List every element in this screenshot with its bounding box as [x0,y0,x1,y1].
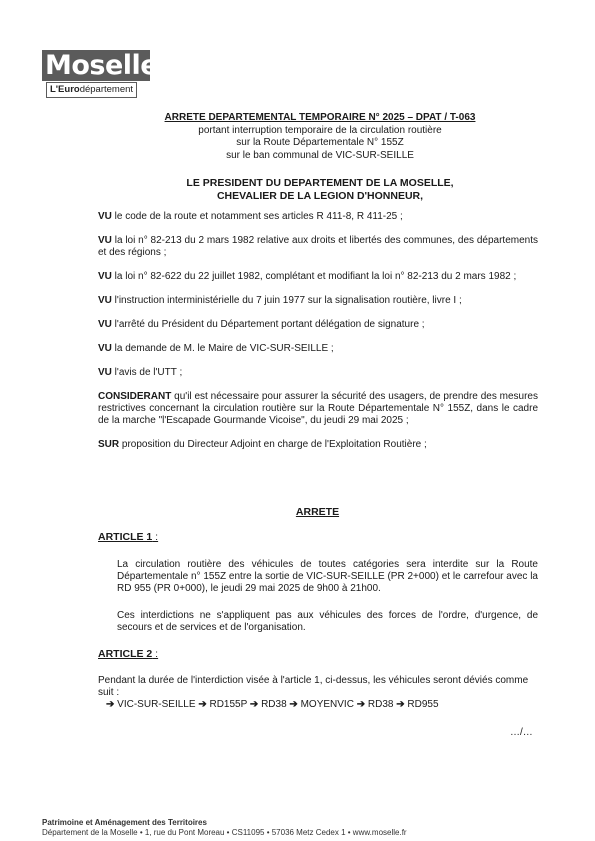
president-heading [100,177,540,202]
route-step: RD155P [209,699,248,710]
logo-wordmark: Moselle [42,50,150,81]
consideration-text: proposition du Directeur Adjoint en charge de l'Exploitation Routière ; [119,439,427,450]
consideration-text: le code de la route et notamment ses articles R 411-8, R 411-25 ; [111,211,403,222]
route-step: RD955 [407,699,439,710]
consideration-lead: VU [98,271,112,282]
consideration-item [98,319,538,331]
decree-subtitle-line2: sur la Route Départementale N° 155Z [236,137,404,148]
consideration-item [98,211,538,223]
arrow-right-icon: ➔ [249,699,259,710]
article-2-heading [98,648,158,660]
consideration-text: l'avis de l'UTT ; [111,367,183,378]
consideration-item [98,271,538,283]
route-step: RD38 [261,699,287,710]
consideration-lead: VU [98,295,112,306]
consideration-lead: SUR [98,439,120,450]
page-footer [42,818,407,838]
consideration-item [98,235,538,259]
consideration-item [98,439,538,451]
consideration-text: la loi n° 82-213 du 2 mars 1982 relative aux droits et libertés des communes, des départements et des régions ; [98,235,538,258]
route-step: MOYENVIC [300,699,354,710]
article-2-title-suffix: : [152,648,159,660]
decree-subtitle-line3: sur le ban communal de VIC-SUR-SEILLE [226,149,414,161]
detour-route [106,699,439,710]
route-step: VIC-SUR-SEILLE [117,699,196,710]
footer-department: Patrimoine et Aménagement des Territoires [42,818,207,827]
consideration-text: l'instruction interministérielle du 7 juin 1977 sur la signalisation routière, livre I ; [111,295,462,306]
arrow-right-icon: ➔ [106,699,115,710]
logo-tagline-prefix: L'Euro [50,84,80,95]
president-line1: LE PRESIDENT DU DEPARTEMENT DE LA MOSELLE, [186,177,454,189]
article-1-title: ARTICLE 1 [98,531,153,543]
logo-tagline [46,82,137,98]
consideration-item [98,367,538,379]
article-1-paragraph-1: La circulation routière des véhicules de toutes catégories sera interdite sur la Route Départementale n° 155Z entre la sortie de VIC-SUR-SEILLE (PR 2+000) et le carrefour avec la RD 955 (PR 0+000), le jeudi 29 mai 2025 de 9h00 à 21h00. [117,559,538,594]
article-1-paragraph-2: Ces interdictions ne s'appliquent pas aux véhicules des forces de l'ordre, d'urgence, de secours et de services et de l'organisation. [117,610,538,633]
article-1-title-suffix: : [152,531,159,543]
consideration-lead: VU [98,319,112,330]
arrow-right-icon: ➔ [289,699,298,710]
consideration-item [98,295,538,307]
consideration-text: la loi n° 82-622 du 22 juillet 1982, complétant et modifiant la loi n° 82-213 du 2 mars 1982 ; [111,271,517,282]
decree-header [100,112,540,162]
article-2-title: ARTICLE 2 [98,648,153,660]
decree-title: ARRETE DEPARTEMENTAL TEMPORAIRE N° 2025 – DPAT / T-063 [164,112,476,123]
consideration-lead: VU [98,367,112,378]
considerations-list [98,211,538,463]
arrow-right-icon: ➔ [198,699,207,710]
route-step: RD38 [367,699,394,710]
consideration-text: l'arrêté du Président du Département portant délégation de signature ; [111,319,425,330]
consideration-lead: VU [98,235,112,246]
article-1-heading [98,531,158,543]
decree-subtitle-line1: portant interruption temporaire de la circulation routière [198,124,442,136]
arrow-right-icon: ➔ [356,699,366,710]
consideration-lead: VU [98,211,112,222]
article-2-paragraph: Pendant la durée de l'interdiction visée à l'article 1, ci-dessus, les véhicules seront déviés comme suit : [98,675,529,698]
consideration-text: la demande de M. le Maire de VIC-SUR-SEILLE ; [111,343,334,354]
president-line2: CHEVALIER DE LA LEGION D'HONNEUR, [216,189,424,202]
arrow-right-icon: ➔ [396,699,405,710]
moselle-logo [42,50,159,96]
logo-tagline-suffix: département [79,84,134,95]
consideration-lead: CONSIDERANT [98,391,172,402]
footer-address: Département de la Moselle • 1, rue du Pont Moreau • CS11095 • 57036 Metz Cedex 1 • www.moselle.fr [42,828,407,837]
consideration-text: qu'il est nécessaire pour assurer la sécurité des usagers, de prendre des mesures restrictives concernant la circulation routière sur la Route Départementale N° 155Z, dans le cadre de la marche "l'Escapade Gourmande Vicoise", du jeudi 29 mai 2025 ; [98,391,538,426]
arrete-heading: ARRETE [295,506,340,518]
continued-mark: …/… [510,727,533,738]
consideration-item [98,343,538,355]
consideration-item [98,391,538,427]
consideration-lead: VU [98,343,112,354]
